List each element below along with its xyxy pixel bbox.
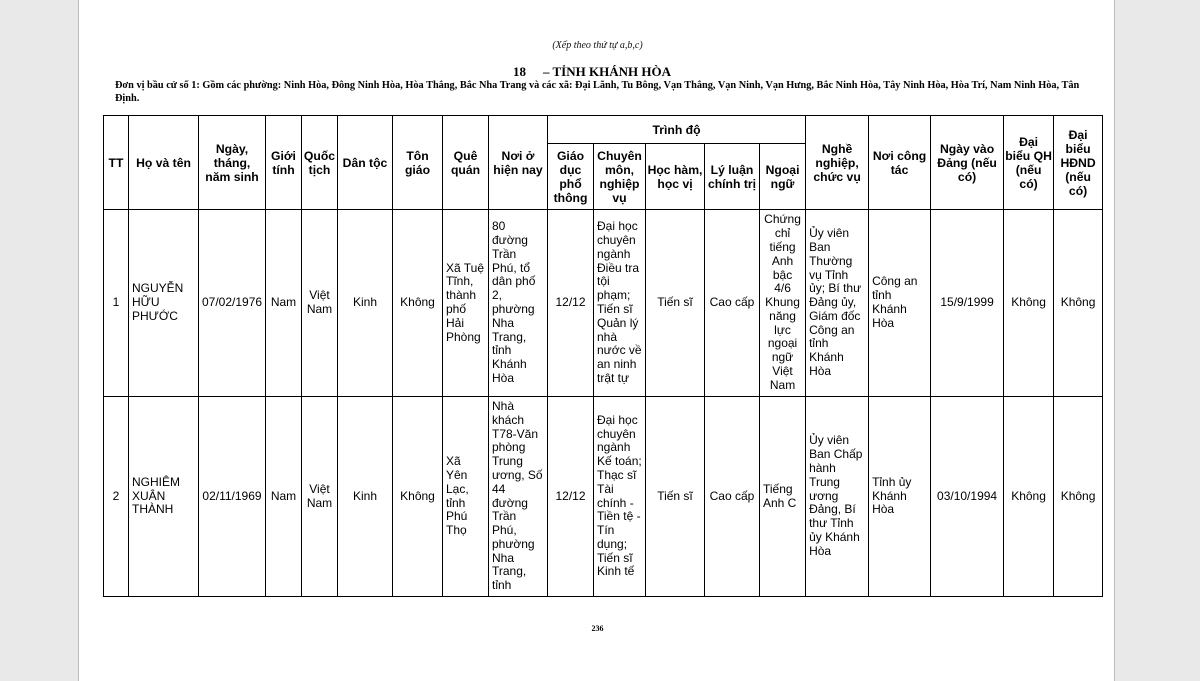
- header-dob: Ngày, tháng, năm sinh: [199, 116, 266, 210]
- cell-na-deputy: Không: [1004, 397, 1054, 597]
- cell-council-deputy: Không: [1054, 397, 1103, 597]
- cell-nationality: Việt Nam: [302, 397, 338, 597]
- header-political: Lý luận chính trị: [705, 144, 760, 210]
- cell-party-date: 03/10/1994: [931, 397, 1004, 597]
- cell-religion: Không: [393, 397, 443, 597]
- candidate-table: [103, 115, 1103, 597]
- cell-party-date: 15/9/1999: [931, 210, 1004, 397]
- header-religion: Tôn giáo: [393, 116, 443, 210]
- cell-academic: Tiến sĩ: [646, 397, 705, 597]
- cell-name: NGUYỄN HỮU PHƯỚC: [129, 210, 199, 397]
- header-name: Họ và tên: [129, 116, 199, 210]
- table-row: [104, 397, 1103, 597]
- cell-workplace: Tỉnh ủy Khánh Hòa: [869, 397, 931, 597]
- cell-general-edu: 12/12: [548, 210, 594, 397]
- cell-political: Cao cấp: [705, 397, 760, 597]
- cell-language: Tiếng Anh C: [760, 397, 806, 597]
- electoral-unit-description: Đơn vị bầu cử số 1: Gồm các phường: Ninh Hòa, Đông Ninh Hòa, Hòa Thắng, Bắc Nha Trang và các xã: Đại Lãnh, Tu Bông, Vạn Thắng, Vạn Ninh, Vạn Hưng, Bắc Ninh Hòa, Tây Ninh Hòa, Hòa Trí, Nam Ninh Hòa, Tân Định.: [115, 80, 1080, 104]
- header-general-edu: Giáo dục phổ thông: [548, 144, 594, 210]
- cell-residence: Nhà khách T78-Văn phòng Trung ương, Số 44 đường Trần Phú, phường Nha Trang, tỉnh: [489, 397, 548, 597]
- header-ethnicity: Dân tộc: [338, 116, 393, 210]
- header-nationality: Quốc tịch: [302, 116, 338, 210]
- header-occupation: Nghề nghiệp, chức vụ: [806, 116, 869, 210]
- header-residence: Nơi ở hiện nay: [489, 116, 548, 210]
- document-page: [78, 0, 1115, 681]
- page-number: 236: [591, 624, 604, 633]
- cell-tt: 2: [104, 397, 129, 597]
- cell-gender: Nam: [266, 397, 302, 597]
- section-number: 18: [513, 64, 526, 79]
- cell-political: Cao cấp: [705, 210, 760, 397]
- cell-na-deputy: Không: [1004, 210, 1054, 397]
- cell-dob: 02/11/1969: [199, 397, 266, 597]
- cell-occupation: Ủy viên Ban Thường vụ Tỉnh ủy; Bí thư Đảng ủy, Giám đốc Công an tỉnh Khánh Hòa: [806, 210, 869, 397]
- section-name: – TỈNH KHÁNH HÒA: [543, 64, 671, 79]
- cell-ethnicity: Kinh: [338, 210, 393, 397]
- cell-council-deputy: Không: [1054, 210, 1103, 397]
- header-education-group: Trình độ: [548, 116, 806, 144]
- cell-religion: Không: [393, 210, 443, 397]
- header-gender: Giới tính: [266, 116, 302, 210]
- table-row: [104, 210, 1103, 397]
- cell-professional: Đại học chuyên ngành Điều tra tội phạm; Tiến sĩ Quản lý nhà nước về an ninh trật tự: [594, 210, 646, 397]
- sort-note: (Xếp theo thứ tự a,b,c): [552, 40, 643, 51]
- cell-gender: Nam: [266, 210, 302, 397]
- cell-nationality: Việt Nam: [302, 210, 338, 397]
- header-hometown: Quê quán: [443, 116, 489, 210]
- header-professional: Chuyên môn, nghiệp vụ: [594, 144, 646, 210]
- cell-hometown: Xã Tuệ Tĩnh, thành phố Hải Phòng: [443, 210, 489, 397]
- cell-ethnicity: Kinh: [338, 397, 393, 597]
- section-title: [513, 64, 671, 80]
- cell-name: NGHIÊM XUÂN THÀNH: [129, 397, 199, 597]
- cell-tt: 1: [104, 210, 129, 397]
- header-na-deputy: Đại biểu QH (nếu có): [1004, 116, 1054, 210]
- cell-general-edu: 12/12: [548, 397, 594, 597]
- cell-residence: 80 đường Trần Phú, tổ dân phố 2, phường Nha Trang, tỉnh Khánh Hòa: [489, 210, 548, 397]
- cell-academic: Tiến sĩ: [646, 210, 705, 397]
- header-tt: TT: [104, 116, 129, 210]
- header-party-date: Ngày vào Đảng (nếu có): [931, 116, 1004, 210]
- cell-language: Chứng chỉ tiếng Anh bậc 4/6 Khung năng lực ngoại ngữ Việt Nam: [760, 210, 806, 397]
- cell-professional: Đại học chuyên ngành Kế toán; Thạc sĩ Tài chính - Tiền tệ - Tín dụng; Tiến sĩ Kinh tế: [594, 397, 646, 597]
- header-workplace: Nơi công tác: [869, 116, 931, 210]
- cell-dob: 07/02/1976: [199, 210, 266, 397]
- header-language: Ngoại ngữ: [760, 144, 806, 210]
- cell-hometown: Xã Yên Lạc, tỉnh Phú Thọ: [443, 397, 489, 597]
- cell-workplace: Công an tỉnh Khánh Hòa: [869, 210, 931, 397]
- cell-occupation: Ủy viên Ban Chấp hành Trung ương Đảng, Bí thư Tỉnh ủy Khánh Hòa: [806, 397, 869, 597]
- header-academic: Học hàm, học vị: [646, 144, 705, 210]
- header-council-deputy: Đại biểu HĐND (nếu có): [1054, 116, 1103, 210]
